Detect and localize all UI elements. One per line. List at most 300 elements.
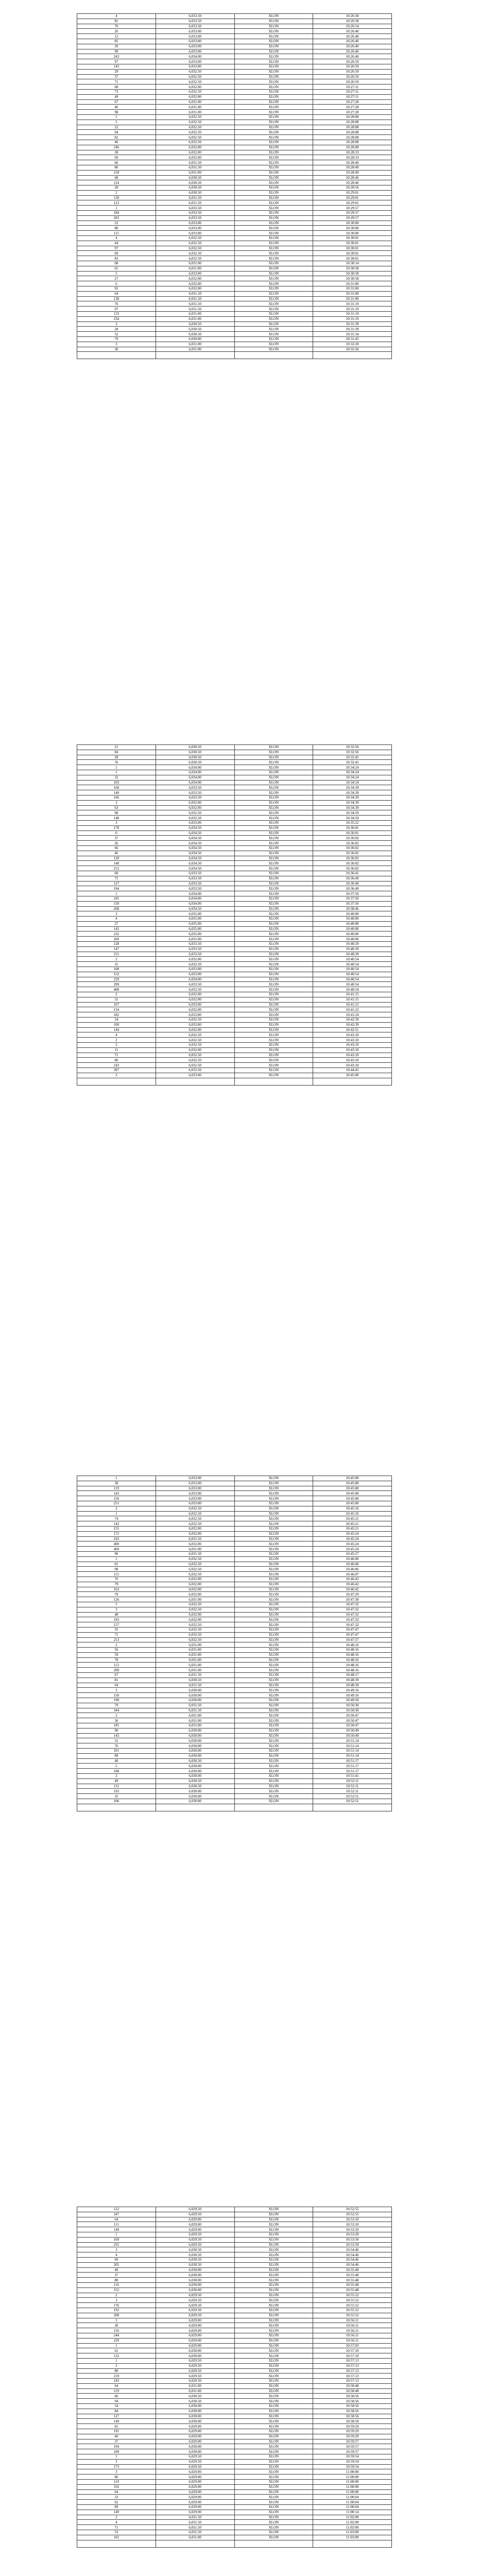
venue-cell: XLON (234, 2282, 313, 2287)
price-cell: 6,032.50 (156, 810, 234, 816)
venue-cell: XLON (234, 2237, 313, 2242)
table-row (77, 150, 392, 155)
venue-cell: XLON (234, 795, 313, 800)
quantity-cell: 2 (77, 2363, 156, 2368)
time-cell: 10:40:06 (313, 937, 392, 942)
time-cell: 10:32:56 (313, 745, 392, 750)
table-row (77, 831, 392, 836)
price-cell: 6,034.00 (156, 977, 234, 982)
quantity-cell: 192 (77, 2308, 156, 2313)
venue-cell: XLON (234, 185, 313, 191)
quantity-cell: 90 (77, 1728, 156, 1733)
venue-cell: XLON (234, 155, 313, 160)
time-cell: 10:57:13 (313, 2358, 392, 2363)
table-row (77, 251, 392, 256)
time-cell: 10:36:49 (313, 886, 392, 891)
time-cell: 10:27:28 (313, 110, 392, 115)
quantity-cell: 3 (77, 2298, 156, 2303)
quantity-cell: 79 (77, 1582, 156, 1587)
price-cell: 6,033.00 (156, 39, 234, 44)
table-row (77, 59, 392, 64)
quantity-cell: 71 (77, 1053, 156, 1058)
time-cell: 10:51:14 (313, 1743, 392, 1749)
table-row (77, 1698, 392, 1703)
time-cell: 10:45:00 (313, 1481, 392, 1486)
venue-cell: XLON (234, 1022, 313, 1027)
table-row (77, 2318, 392, 2323)
table-row (77, 321, 392, 327)
quantity-cell: 2 (77, 957, 156, 962)
table-row (77, 1612, 392, 1617)
quantity-cell: 344 (77, 1708, 156, 1713)
venue-cell: XLON (234, 2207, 313, 2212)
table-row (77, 942, 392, 947)
venue-cell: XLON (234, 1491, 313, 1496)
venue-cell: XLON (234, 926, 313, 931)
quantity-cell: 27 (77, 921, 156, 926)
table-row (77, 1592, 392, 1597)
price-cell: 6,029.50 (156, 2363, 234, 2368)
quantity-cell: 26 (77, 29, 156, 34)
quantity-cell: 76 (77, 1743, 156, 1749)
price-cell: 6,030.00 (156, 1769, 234, 1774)
table-row (77, 2212, 392, 2217)
table-row (77, 1481, 392, 1486)
price-cell: 6,032.50 (156, 1058, 234, 1063)
venue-cell: XLON (234, 2500, 313, 2505)
quantity-cell: 65 (77, 2424, 156, 2429)
table-row (77, 49, 392, 54)
table-row (77, 1002, 392, 1007)
quantity-cell: 102 (77, 2535, 156, 2540)
time-cell: 10:26:59 (313, 64, 392, 69)
table-row (77, 871, 392, 876)
table-row (77, 1799, 392, 1804)
table-row (77, 845, 392, 851)
time-cell: 10:43:10 (313, 1038, 392, 1043)
quantity-cell: 205 (77, 2262, 156, 2267)
trade-table-page-3 (77, 1476, 392, 1811)
table-row (77, 2273, 392, 2278)
venue-cell: XLON (234, 1012, 313, 1018)
time-cell: 10:30:58 (313, 271, 392, 276)
quantity-cell: 94 (77, 130, 156, 135)
time-cell: 10:50:30 (313, 1708, 392, 1713)
quantity-cell: 134 (77, 1007, 156, 1012)
table-row (77, 926, 392, 931)
time-cell: 10:40:00 (313, 911, 392, 917)
time-cell: 10:47:29 (313, 1592, 392, 1597)
table-row (77, 745, 392, 750)
price-cell: 6,029.00 (156, 2510, 234, 2515)
table-row (77, 972, 392, 977)
venue-cell: XLON (234, 2232, 313, 2237)
venue-cell: XLON (234, 135, 313, 140)
quantity-cell: 37 (77, 74, 156, 79)
venue-cell: XLON (234, 921, 313, 926)
price-cell: 6,033.00 (156, 1002, 234, 1007)
price-cell: 6,030.00 (156, 2419, 234, 2424)
time-cell: 10:43:10 (313, 1063, 392, 1068)
empty-cell (313, 1078, 392, 1085)
time-cell: 10:29:01 (313, 200, 392, 206)
price-cell: 6,030.00 (156, 2409, 234, 2414)
venue-cell: XLON (234, 992, 313, 997)
time-cell: 10:36:02 (313, 866, 392, 871)
table-row (77, 2449, 392, 2454)
price-cell: 6,032.50 (156, 114, 234, 120)
quantity-cell: 53 (77, 2530, 156, 2535)
price-cell: 6,032.50 (156, 236, 234, 241)
empty-table-row (77, 352, 392, 359)
time-cell: 10:26:40 (313, 34, 392, 39)
price-cell: 6,030.50 (156, 1778, 234, 1784)
quantity-cell: 198 (77, 1698, 156, 1703)
quantity-cell: 31 (77, 997, 156, 1002)
table-row (77, 185, 392, 191)
venue-cell: XLON (234, 997, 313, 1002)
time-cell: 10:32:56 (313, 347, 392, 352)
price-cell: 6,033.00 (156, 1073, 234, 1078)
time-cell: 10:34:39 (313, 800, 392, 805)
time-cell: 10:40:54 (313, 987, 392, 992)
quantity-cell: 120 (77, 856, 156, 861)
venue-cell: XLON (234, 34, 313, 39)
venue-cell: XLON (234, 2383, 313, 2388)
table-row (77, 79, 392, 84)
time-cell: 10:45:27 (313, 1551, 392, 1556)
quantity-cell: 156 (77, 2328, 156, 2333)
venue-cell: XLON (234, 820, 313, 825)
price-cell: 6,033.50 (156, 881, 234, 886)
time-cell: 10:53:10 (313, 2222, 392, 2227)
venue-cell: XLON (234, 1511, 313, 1516)
price-cell: 6,033.50 (156, 942, 234, 947)
quantity-cell: 123 (77, 200, 156, 206)
venue-cell: XLON (234, 2287, 313, 2293)
price-cell: 6,032.50 (156, 1038, 234, 1043)
quantity-cell: 63 (77, 805, 156, 810)
quantity-cell: 111 (77, 2222, 156, 2227)
quantity-cell: 83 (77, 256, 156, 261)
time-cell: 10:36:02 (313, 845, 392, 851)
venue-cell: XLON (234, 1007, 313, 1012)
quantity-cell: 71 (77, 2525, 156, 2530)
quantity-cell: 152 (77, 972, 156, 977)
quantity-cell: 4 (77, 2520, 156, 2525)
venue-cell: XLON (234, 2520, 313, 2525)
venue-cell: XLON (234, 1764, 313, 1769)
price-cell: 6,034.00 (156, 770, 234, 775)
price-cell: 6,032.00 (156, 1541, 234, 1547)
quantity-cell: 246 (77, 145, 156, 150)
quantity-cell: 1 (77, 765, 156, 770)
table-row (77, 332, 392, 337)
table-row (77, 221, 392, 226)
quantity-cell: 64 (77, 2489, 156, 2495)
time-cell: 10:53:50 (313, 2242, 392, 2247)
venue-cell: XLON (234, 2394, 313, 2399)
quantity-cell: 67 (77, 1673, 156, 1678)
price-cell: 6,030.00 (156, 337, 234, 342)
price-cell: 6,033.00 (156, 1012, 234, 1018)
price-cell: 6,032.50 (156, 1637, 234, 1642)
quantity-cell: 127 (77, 2414, 156, 2419)
venue-cell: XLON (234, 2303, 313, 2308)
table-row (77, 2379, 392, 2384)
venue-cell: XLON (234, 1541, 313, 1547)
table-row (77, 2475, 392, 2480)
venue-cell: XLON (234, 1058, 313, 1063)
time-cell: 10:28:49 (313, 165, 392, 170)
time-cell: 10:46:42 (313, 1587, 392, 1592)
trade-table-page-4 (77, 2207, 392, 2548)
quantity-cell: 61 (77, 2348, 156, 2353)
empty-cell (156, 2540, 234, 2547)
venue-cell: XLON (234, 2333, 313, 2338)
quantity-cell: 1 (77, 1476, 156, 1481)
time-cell: 10:45:24 (313, 1547, 392, 1552)
price-cell: 6,030.50 (156, 185, 234, 191)
time-cell: 10:41:15 (313, 992, 392, 997)
table-row (77, 74, 392, 79)
quantity-cell: 84 (77, 2409, 156, 2414)
table-row (77, 957, 392, 962)
time-cell: 10:47:32 (313, 1602, 392, 1607)
quantity-cell: 81 (77, 1677, 156, 1683)
quantity-cell: 37 (77, 2439, 156, 2444)
venue-cell: XLON (234, 2257, 313, 2262)
venue-cell: XLON (234, 69, 313, 74)
table-row (77, 2388, 392, 2394)
price-cell: 6,031.00 (156, 342, 234, 347)
time-cell: 10:45:00 (313, 1491, 392, 1496)
table-row (77, 195, 392, 200)
venue-cell: XLON (234, 2419, 313, 2424)
price-cell: 6,032.50 (156, 1562, 234, 1567)
time-cell: 10:30:14 (313, 261, 392, 266)
price-cell: 6,033.50 (156, 24, 234, 29)
time-cell: 10:43:10 (313, 1032, 392, 1038)
quantity-cell: 2 (77, 190, 156, 195)
table-row (77, 2444, 392, 2449)
time-cell: 10:45:00 (313, 1486, 392, 1491)
venue-cell: XLON (234, 861, 313, 866)
price-cell: 6,031.00 (156, 312, 234, 317)
price-cell: 6,029.00 (156, 2424, 234, 2429)
time-cell: 10:48:39 (313, 1683, 392, 1688)
price-cell: 6,032.00 (156, 805, 234, 810)
venue-cell: XLON (234, 29, 313, 34)
quantity-cell: 316 (77, 2484, 156, 2489)
quantity-cell: 247 (77, 2212, 156, 2217)
time-cell: 10:28:46 (313, 180, 392, 185)
price-cell: 6,031.00 (156, 1648, 234, 1653)
quantity-cell: 155 (77, 1526, 156, 1531)
price-cell: 6,030.00 (156, 2444, 234, 2449)
venue-cell: XLON (234, 770, 313, 775)
venue-cell: XLON (234, 2388, 313, 2394)
venue-cell: XLON (234, 2267, 313, 2273)
price-cell: 6,029.00 (156, 2343, 234, 2348)
time-cell: 10:45:00 (313, 1073, 392, 1078)
table-row (77, 1703, 392, 1708)
time-cell: 10:46:06 (313, 1562, 392, 1567)
venue-cell: XLON (234, 1749, 313, 1754)
venue-cell: XLON (234, 2262, 313, 2267)
table-row (77, 2515, 392, 2520)
table-row (77, 1501, 392, 1506)
venue-cell: XLON (234, 800, 313, 805)
venue-cell: XLON (234, 286, 313, 292)
price-cell: 6,030.00 (156, 1794, 234, 1799)
quantity-cell: 74 (77, 1516, 156, 1521)
table-row (77, 2262, 392, 2267)
price-cell: 6,030.00 (156, 1774, 234, 1779)
table-row (77, 140, 392, 145)
quantity-cell: 5 (77, 271, 156, 276)
quantity-cell: 133 (77, 312, 156, 317)
venue-cell: XLON (234, 906, 313, 911)
price-cell: 6,030.00 (156, 2449, 234, 2454)
venue-cell: XLON (234, 2495, 313, 2500)
table-row (77, 1784, 392, 1789)
price-cell: 6,031.00 (156, 1642, 234, 1648)
table-row (77, 881, 392, 886)
price-cell: 6,035.00 (156, 931, 234, 937)
price-cell: 6,029.50 (156, 2232, 234, 2237)
venue-cell: XLON (234, 1531, 313, 1536)
table-row (77, 99, 392, 105)
quantity-cell: 185 (77, 1723, 156, 1728)
table-row (77, 1541, 392, 1547)
table-row (77, 2404, 392, 2409)
table-row (77, 841, 392, 846)
table-row (77, 69, 392, 74)
venue-cell: XLON (234, 296, 313, 301)
table-row (77, 2278, 392, 2283)
price-cell: 6,033.50 (156, 886, 234, 891)
time-cell: 10:45:21 (313, 1516, 392, 1521)
time-cell: 10:28:49 (313, 170, 392, 175)
venue-cell: XLON (234, 1516, 313, 1521)
time-cell: 10:40:00 (313, 917, 392, 922)
venue-cell: XLON (234, 1663, 313, 1668)
price-cell: 6,030.00 (156, 1733, 234, 1738)
price-cell: 6,033.50 (156, 946, 234, 952)
price-cell: 6,032.50 (156, 120, 234, 125)
price-cell: 6,032.50 (156, 241, 234, 246)
price-cell: 6,030.50 (156, 2394, 234, 2399)
quantity-cell: 6 (77, 831, 156, 836)
price-cell: 6,033.00 (156, 59, 234, 64)
venue-cell: XLON (234, 327, 313, 332)
price-cell: 6,032.00 (156, 286, 234, 292)
time-cell: 10:34:39 (313, 805, 392, 810)
quantity-cell: 1 (77, 2358, 156, 2363)
venue-cell: XLON (234, 937, 313, 942)
time-cell: 10:36:02 (313, 856, 392, 861)
quantity-cell: 119 (77, 1486, 156, 1491)
venue-cell: XLON (234, 89, 313, 94)
price-cell: 6,031.50 (156, 165, 234, 170)
venue-cell: XLON (234, 271, 313, 276)
trade-table-page-2 (77, 744, 392, 1086)
price-cell: 6,034.00 (156, 891, 234, 896)
venue-cell: XLON (234, 2429, 313, 2434)
price-cell: 6,032.00 (156, 1027, 234, 1032)
quantity-cell: 98 (77, 810, 156, 816)
time-cell: 10:29:57 (313, 211, 392, 216)
time-cell: 10:59:54 (313, 2464, 392, 2469)
time-cell: 10:31:00 (313, 286, 392, 292)
table-row (77, 1668, 392, 1673)
price-cell: 6,030.50 (156, 1784, 234, 1789)
quantity-cell: 400 (77, 1541, 156, 1547)
table-row (77, 1007, 392, 1012)
venue-cell: XLON (234, 2343, 313, 2348)
quantity-cell: 68 (77, 84, 156, 90)
venue-cell: XLON (234, 967, 313, 972)
price-cell: 6,031.50 (156, 2525, 234, 2530)
table-row (77, 2530, 392, 2535)
quantity-cell: 98 (77, 110, 156, 115)
quantity-cell: 106 (77, 1799, 156, 1804)
venue-cell: XLON (234, 1723, 313, 1728)
quantity-cell: 142 (77, 1521, 156, 1527)
price-cell: 6,029.00 (156, 2489, 234, 2495)
quantity-cell: 168 (77, 785, 156, 790)
table-row (77, 790, 392, 795)
time-cell: 10:46:06 (313, 1556, 392, 1562)
quantity-cell: 92 (77, 286, 156, 292)
time-cell: 10:34:39 (313, 785, 392, 790)
venue-cell: XLON (234, 1657, 313, 1663)
venue-cell: XLON (234, 256, 313, 261)
venue-cell: XLON (234, 2252, 313, 2258)
quantity-cell: 2 (77, 1774, 156, 1779)
quantity-cell: 81 (77, 19, 156, 24)
price-cell: 6,030.50 (156, 327, 234, 332)
table-row (77, 261, 392, 266)
time-cell: 10:27:28 (313, 105, 392, 110)
quantity-cell: 35 (77, 1627, 156, 1632)
time-cell: 10:42:39 (313, 1022, 392, 1027)
quantity-cell: 40 (77, 1758, 156, 1764)
empty-cell (313, 352, 392, 359)
venue-cell: XLON (234, 1713, 313, 1718)
price-cell: 6,033.00 (156, 226, 234, 231)
quantity-cell: 27 (77, 276, 156, 281)
quantity-cell: 2 (77, 1642, 156, 1648)
time-cell: 10:34:24 (313, 765, 392, 770)
venue-cell: XLON (234, 2414, 313, 2419)
price-cell: 6,031.00 (156, 110, 234, 115)
price-cell: 6,032.50 (156, 79, 234, 84)
time-cell: 10:55:48 (313, 2282, 392, 2287)
price-cell: 6,030.50 (156, 2262, 234, 2267)
table-row (77, 1053, 392, 1058)
table-row (77, 170, 392, 175)
table-row (77, 997, 392, 1002)
price-cell: 6,032.00 (156, 1007, 234, 1012)
quantity-cell: 36 (77, 1718, 156, 1723)
venue-cell: XLON (234, 2505, 313, 2510)
table-row (77, 1476, 392, 1481)
table-row (77, 1677, 392, 1683)
time-cell: 10:59:29 (313, 2434, 392, 2439)
table-row (77, 760, 392, 765)
